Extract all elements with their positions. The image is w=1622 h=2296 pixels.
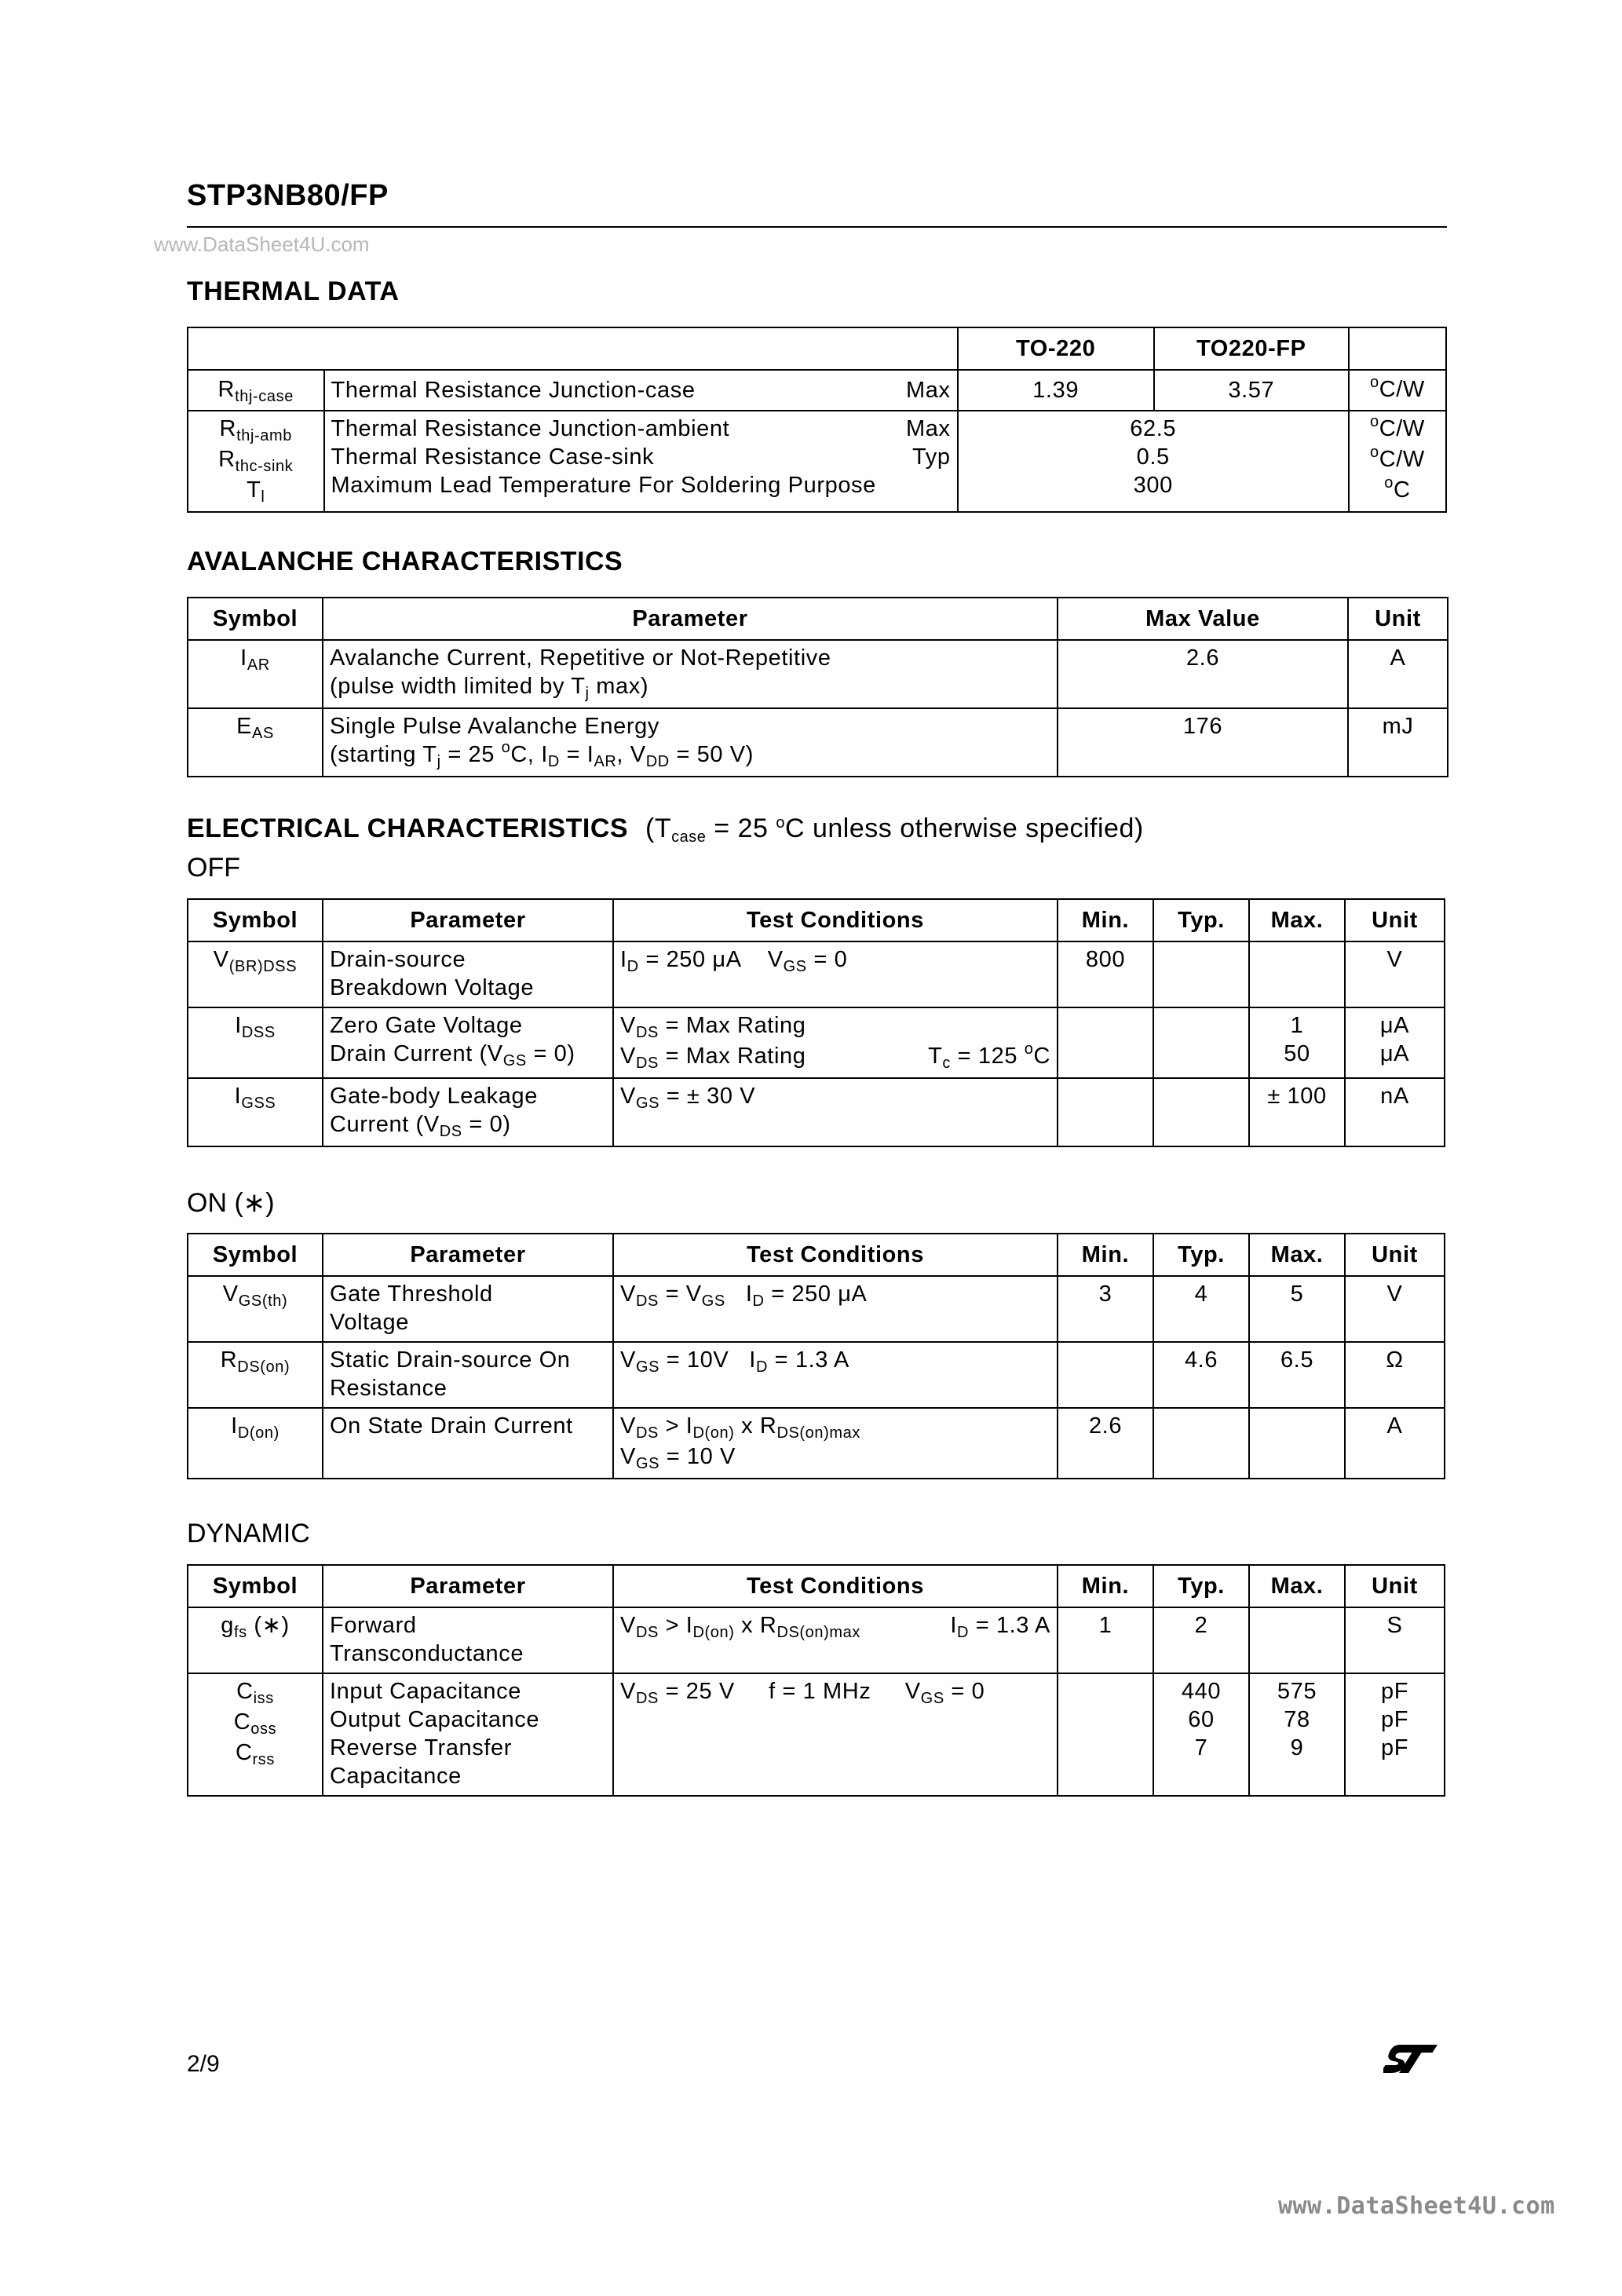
value: 300: [1133, 473, 1173, 498]
thermal-heading: THERMAL DATA: [187, 276, 400, 306]
table-row: $C_{iss}$ $C_{oss}$ $C_{rss}$ Input Capacitance Output Capacitance Reverse Transfer Capacitance $V_{DS} = 25$ V f = 1 MHz $V_{GS} = 0$ 440 60 7 575 78 9 pF pF pF: [188, 1673, 1445, 1796]
value: 62.5: [1130, 416, 1177, 441]
value-to220fp: 3.57: [1154, 370, 1349, 411]
table-row: $g_{fs}$ (∗) Forward Transconductance $V_{DS} > I_{D(on)}$ x $R_{DS(on)max}$ $I_D = 1.3$ A 1 2 S: [188, 1607, 1445, 1673]
col-unit: Unit: [1348, 598, 1448, 640]
qualifier: Max: [905, 378, 951, 403]
electrical-heading: ELECTRICAL CHARACTERISTICS (Tcase = 25 $^o$C unless otherwise specified): [187, 813, 1144, 846]
watermark-bottom: www.DataSheet4U.com: [1278, 2192, 1555, 2220]
off-table: Symbol Parameter Test Conditions Min. Typ. Max. Unit $V_{(BR)DSS}$ Drain-source Breakdown Voltage $I_D = 250$ μA $V_{GS} = 0$ 800 V $I_{DSS}$ Zero Gate Voltage Drain Current $(V_{GS} = 0)$ $V_{DS}$ = Max Rating $V_{DS}$ = Max Rating $T_c = 125$ $^o$C 1 50 μA μA $I_{GSS}$ Gate-body Leakage Current $(V_{DS} = 0)$ $V_{GS}$ = ± 30 V ± 100 nA: [187, 898, 1445, 1147]
dynamic-label: DYNAMIC: [187, 1519, 310, 1548]
table-row: $R_{thj-amb}$ $R_{thc-sink}$ $T_l$ Thermal Resistance Junction-ambient Max Thermal Resistance Case-sink Typ Maximum Lead Temperature For Soldering Purpose 62.5 0.5 300 $^o$C/W $^o$C/W $^o$C: [188, 411, 1446, 512]
table-row: $R_{DS(on)}$ Static Drain-source On Resistance $V_{GS} = 10V$ $I_D = 1.3$ A 4.6 6.5 Ω: [188, 1342, 1445, 1408]
watermark-top: www.DataSheet4U.com: [154, 232, 370, 256]
avalanche-table: [187, 597, 1448, 777]
thermal-col-to220: TO-220: [958, 327, 1154, 370]
col-parameter: Parameter: [323, 598, 1058, 640]
document-title: STP3NB80/FP: [187, 179, 389, 212]
page-number: 2/9: [187, 2051, 220, 2077]
value: 0.5: [1136, 444, 1170, 470]
unit: C/W: [1379, 376, 1425, 402]
table-row: $R_{thj-case}$ Thermal Resistance Junction-case Max 1.39 3.57 $^o$C/W: [188, 370, 1446, 411]
table-row: $V_{(BR)DSS}$ Drain-source Breakdown Voltage $I_D = 250$ μA $V_{GS} = 0$ 800 V: [188, 941, 1445, 1007]
table-row: $V_{GS(th)}$ Gate Threshold Voltage $V_{DS} = V_{GS}$ $I_D = 250$ μA 3 4 5 V: [188, 1276, 1445, 1342]
thermal-col-unit: [1349, 327, 1446, 370]
st-logo-icon: [1383, 2042, 1446, 2076]
thermal-col-to220fp: TO220-FP: [1154, 327, 1349, 370]
table-row: $I_{DSS}$ Zero Gate Voltage Drain Current $(V_{GS} = 0)$ $V_{DS}$ = Max Rating $V_{DS}$ = Max Rating $T_c = 125$ $^o$C 1 50 μA μA: [188, 1007, 1445, 1078]
on-label: ON (∗): [187, 1188, 275, 1218]
avalanche-heading: AVALANCHE CHARACTERISTICS: [187, 547, 623, 576]
dynamic-table: Symbol Parameter Test Conditions Min. Typ. Max. Unit $g_{fs}$ (∗) Forward Transconductance $V_{DS} > I_{D(on)}$ x $R_{DS(on)max}$ $I_D = 1.3$ A 1 2 S $C_{iss}$ $C_{oss}$ $C_{rss}$ Input Capacitance Output Capacitance Reverse Transfer Capacitance $V_{DS} = 25$ V f = 1 MHz $V_{GS} = 0$ 440 60 7 575 78 9 pF pF pF: [187, 1564, 1445, 1797]
table-row: $I_{D(on)}$ On State Drain Current $V_{DS} > I_{D(on)}$ x $R_{DS(on)max}$ $V_{GS} = 10$ V 2.6 A: [188, 1408, 1445, 1479]
table-row: $E_{AS}$ Single Pulse Avalanche Energy (starting $T_j = 25$ $^o$C, $I_D = I_{AR}$, $V_{DD} = 50$ V) 176 mJ: [188, 708, 1448, 777]
title-rule: [187, 226, 1447, 228]
table-row: $I_{AR}$ Avalanche Current, Repetitive or Not-Repetitive (pulse width limited by $T_j$ max) 2.6 A: [188, 640, 1448, 708]
table-row: $I_{GSS}$ Gate-body Leakage Current $(V_{DS} = 0)$ $V_{GS}$ = ± 30 V ± 100 nA: [188, 1078, 1445, 1146]
parameter: Thermal Resistance Junction-case: [331, 378, 696, 403]
symbol: R: [217, 376, 236, 402]
thermal-table: [187, 327, 1447, 513]
on-table: Symbol Parameter Test Conditions Min. Typ. Max. Unit $V_{GS(th)}$ Gate Threshold Voltage $V_{DS} = V_{GS}$ $I_D = 250$ μA 3 4 5 V $R_{DS(on)}$ Static Drain-source On Resistance $V_{GS} = 10V$ $I_D = 1.3$ A 4.6 6.5 Ω $I_{D(on)}$ On State Drain Current $V_{DS} > I_{D(on)}$ x $R_{DS(on)max}$ $V_{GS} = 10$ V 2.6 A: [187, 1233, 1445, 1479]
col-symbol: Symbol: [188, 598, 323, 640]
col-max-value: Max Value: [1058, 598, 1348, 640]
thermal-blank-head: [188, 327, 958, 370]
st-logo: [1383, 2042, 1446, 2080]
off-label: OFF: [187, 853, 240, 883]
value-to220: 1.39: [958, 370, 1154, 411]
